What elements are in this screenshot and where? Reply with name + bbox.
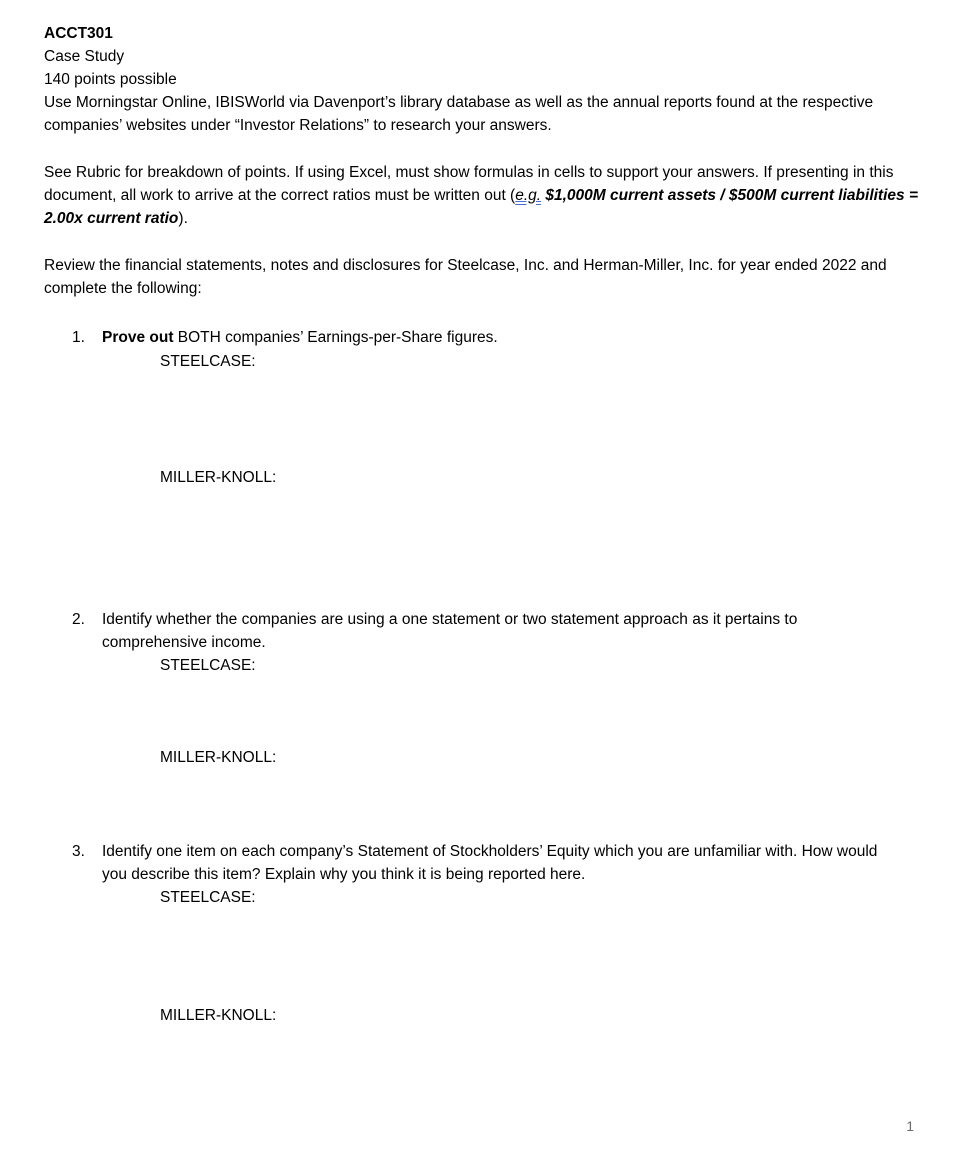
question-text — [102, 326, 892, 349]
rubric-text: See Rubric for breakdown of points. If using Excel, must show formulas in cells to support your answers. If presenting in this document, all work to arrive at the correct ratios must be written out ( — [44, 164, 894, 204]
question-bold-lead: Prove out — [102, 329, 174, 346]
example-formula: $1,000M current assets / $500M current liabilities = 2.00x current ratio — [44, 187, 918, 227]
miller-knoll-label: MILLER-KNOLL: — [160, 749, 277, 766]
question-3 — [72, 840, 892, 886]
question-2 — [72, 608, 892, 654]
page-number: 1 — [906, 1118, 914, 1134]
question-text: Identify one item on each company’s Statement of Stockholders’ Equity which you are unfamiliar with. How would you describe this item? Explain why you think it is being reported here. — [102, 843, 878, 883]
rubric-closing: ). — [178, 210, 188, 227]
document-page — [44, 22, 924, 300]
question-number: 2. — [72, 611, 85, 628]
question-body: BOTH companies’ Earnings-per-Share figures. — [173, 329, 498, 346]
steelcase-label: STEELCASE: — [160, 657, 256, 674]
steelcase-label: STEELCASE: — [160, 353, 256, 370]
question-number: 3. — [72, 843, 85, 860]
miller-knoll-label: MILLER-KNOLL: — [160, 469, 277, 486]
example-abbreviation: e.g. — [515, 187, 542, 204]
miller-knoll-label: MILLER-KNOLL: — [160, 1007, 277, 1024]
review-instructions: Review the financial statements, notes and disclosures for Steelcase, Inc. and Herman-Miller, Inc. for year ended 2022 and complete the following: — [44, 257, 887, 297]
rubric-paragraph — [44, 161, 924, 230]
question-1 — [72, 326, 892, 349]
research-instructions: Use Morningstar Online, IBISWorld via Davenport’s library database as well as the annual reports found at the respective companies’ websites under “Investor Relations” to research your answers. — [44, 94, 874, 134]
question-text: Identify whether the companies are using a one statement or two statement approach as it pertains to comprehensive income. — [102, 611, 798, 651]
question-number: 1. — [72, 329, 85, 346]
course-code: ACCT301 — [44, 25, 113, 42]
document-title: Case Study — [44, 48, 125, 65]
steelcase-label: STEELCASE: — [160, 889, 256, 906]
points-possible: 140 points possible — [44, 71, 177, 88]
